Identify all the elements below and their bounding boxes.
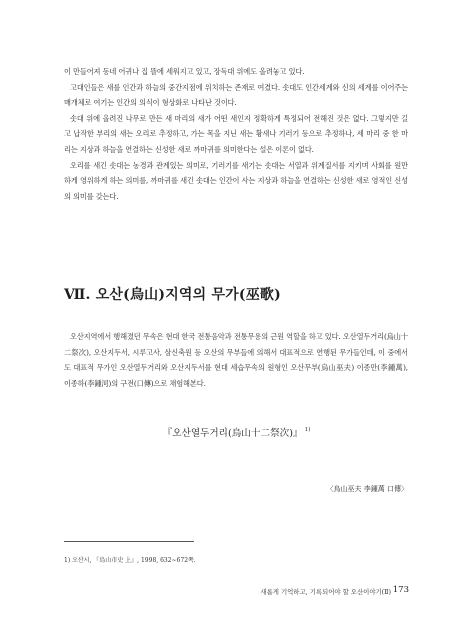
footnote: 1) 오산시, 『烏山市史 上』, 1998, 632~672쪽. — [64, 557, 196, 564]
song-credit: 〈烏山巫夫 李鍾萬 口傳〉 — [326, 485, 408, 493]
paragraph: 오산지역에서 행해졌던 무속은 현대 한국 전통음악과 전통무용의 근원 역할을 하고 있다. 오산열두거리(烏山十二祭次), 오산지두서, 시루고사, 삼신축원 등 오산의 무부들에 의해서 대표적으로 연행된 무가들인데, 이 중에서도 대표적 무가인 오산열두거리와 오산지두서를 현대 세습무속의 원형인 오산무부(烏山巫夫) 이종만(李鍾萬), 이종하(李鍾河)의 구전(口傳)으로 채험해본다. — [64, 332, 408, 388]
body-text-bottom — [64, 329, 408, 391]
running-head: 새롭게 기억하고, 기록되어야 할 오산이야기(Ⅱ) — [260, 588, 391, 596]
song-title-text: 『오산열두거리(烏山十二祭次)』 — [162, 428, 303, 439]
paragraph: 솟대 위에 올려진 나무로 만든 새 마리의 새가 어떤 새인지 정확하게 특정되어 전해진 것은 없다. 그렇지만 길고 납작한 부리의 새는 오리로 추정하고, 가는 목을 지닌 새는 황새나 기러기 등으로 추정하나, 세 마리 중 한 마리는 지상과 하늘을 연결하는 신성한 새로 까마귀를 의미한다는 설은 이론이 없다. — [64, 113, 408, 154]
paragraph: 이 만들어져 동네 어귀나 집 뜰에 세워지고 있고, 장독대 위에도 올려놓고 있다. — [64, 67, 305, 76]
song-title — [0, 425, 473, 439]
paragraph: 고대인들은 새를 인간과 하늘의 중간지점에 위치하는 존재로 여겼다. 솟대도 인간세계와 신의 세계를 이어주는 매개체로 여기는 인간의 의식이 형상화로 나타난 것이다. — [64, 82, 408, 108]
page-number: 173 — [392, 585, 409, 595]
section-heading: Ⅶ. 오산(烏山)지역의 무가(巫歌) — [64, 287, 281, 303]
paragraph: 오리를 새긴 솟대는 농경과 관계있는 의미로, 기러기를 새기는 솟대는 서열과 위계질서를 지키며 사회를 원만하게 영위하게 하는 의미를, 까마귀를 새긴 솟대는 인간이 사는 지상과 하늘을 연결하는 신성한 새로 영적인 신성의 의미를 갖는다. — [64, 160, 408, 201]
footnote-divider — [64, 541, 194, 542]
footnote-ref: 1) — [304, 427, 311, 433]
body-text-top — [64, 64, 408, 204]
